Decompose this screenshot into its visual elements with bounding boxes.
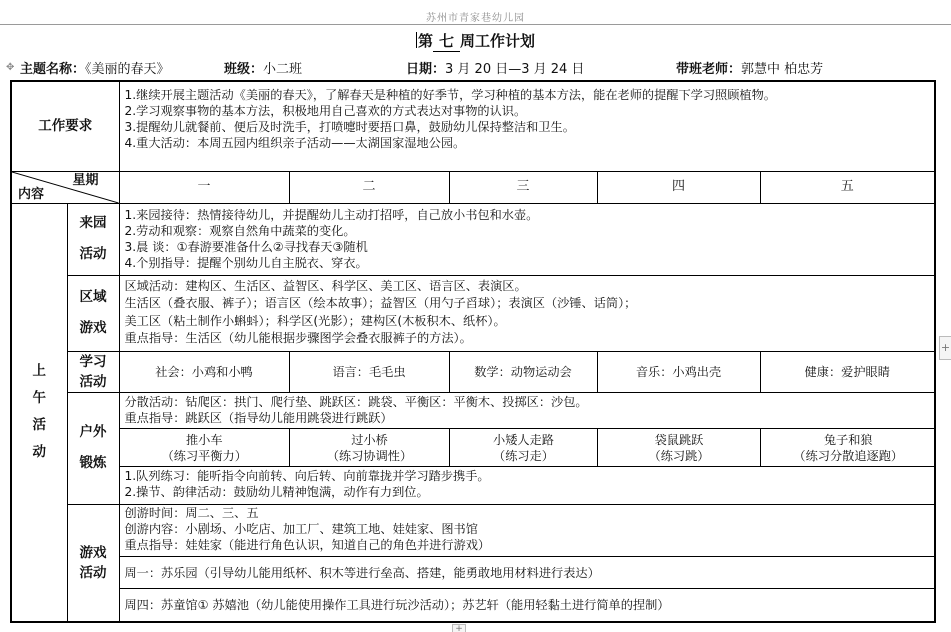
teacher-value: 郭慧中 柏忠芳 xyxy=(741,62,824,77)
study-label xyxy=(67,351,119,392)
theme-value: 《美丽的春天》 xyxy=(85,62,170,77)
play-line: 周一：苏乐园（引导幼儿能用纸杯、积木等进行垒高、搭建，能勇敢地用材料进行表达） xyxy=(124,565,600,580)
study-label-line: 活动 xyxy=(79,373,107,390)
outdoor-line: 2.操节、韵律活动：鼓励幼儿精神饱满，动作有力到位。 xyxy=(124,485,429,499)
title-suffix: 周工作计划 xyxy=(460,32,536,50)
study-thu[interactable]: 音乐：小鸡出壳 xyxy=(597,351,760,392)
requirement-line: 3.提醒幼儿就餐前、便后及时洗手，打喷嚏时要捂口鼻，鼓励幼儿保持整洁和卫生。 xyxy=(124,120,575,134)
play-label-line: 游戏 xyxy=(79,544,107,561)
play-label-line: 活动 xyxy=(79,564,107,581)
weekly-plan-table xyxy=(10,80,936,623)
paragraph-handle-icon[interactable]: ✥ xyxy=(6,62,15,73)
game-goal: （练习走） xyxy=(493,448,554,463)
day-tue: 二 xyxy=(289,171,449,203)
week-number: 七 xyxy=(433,30,460,52)
area-game-label xyxy=(67,275,119,351)
date-value: 3 月 20 日—3 月 24 日 xyxy=(445,62,585,77)
date-field[interactable] xyxy=(406,58,584,77)
game-goal: （练习分散追逐跑） xyxy=(793,448,904,463)
game-goal: （练习跳） xyxy=(648,448,710,463)
game-tue[interactable] xyxy=(290,429,450,467)
study-label-line: 学习 xyxy=(79,353,107,370)
area-game-cell[interactable] xyxy=(119,275,935,351)
play-line: 周四：苏童馆① 苏嬉池（幼儿能使用操作工具进行玩沙活动）；苏艺轩（能用轻黏土进行简单的捏制） xyxy=(124,597,670,612)
title-prefix: 第 xyxy=(417,32,433,50)
game-mon[interactable] xyxy=(120,429,290,467)
morning-char: 上 xyxy=(32,363,46,379)
theme-field[interactable] xyxy=(20,58,170,77)
arrival-label-line: 来园 xyxy=(79,215,107,231)
area-line: 重点指导：生活区（幼儿能根据步骤图学会叠衣服裤子的方法）。 xyxy=(124,331,472,345)
class-field[interactable] xyxy=(224,58,302,77)
area-line: 美工区（粘土制作小蝌蚪）；科学区(光影）；建构区(木板积木、纸杯）。 xyxy=(124,313,506,328)
arrival-line: 4.个别指导：提醒个别幼儿自主脱衣、穿衣。 xyxy=(124,255,368,270)
school-header: 苏州市青家巷幼儿园 xyxy=(426,13,525,24)
game-fri[interactable] xyxy=(761,429,936,467)
play-line: 重点指导：娃娃家（能进行角色认识，知道自己的角色并进行游戏） xyxy=(124,537,491,552)
play-activity-label xyxy=(67,504,119,622)
study-tue[interactable]: 语言：毛毛虫 xyxy=(289,351,449,392)
area-line: 生活区（叠衣服、裤子）；语言区（绘本故事）；益智区（用勺子舀球）；表演区（沙锤、话筒）； xyxy=(124,296,637,310)
game-goal: （练习平衡力） xyxy=(161,448,247,463)
theme-label: 主题名称： xyxy=(20,62,86,77)
outdoor-label xyxy=(67,392,119,504)
day-thu: 四 xyxy=(597,171,760,203)
text-cursor xyxy=(416,32,417,48)
game-wed[interactable] xyxy=(450,429,598,467)
study-fri[interactable]: 健康：爱护眼睛 xyxy=(760,351,935,392)
study-mon[interactable]: 社会：小鸡和小鸭 xyxy=(119,351,289,392)
game-name: 兔子和狼 xyxy=(823,432,873,447)
corner-weekday: 星期 xyxy=(72,172,99,188)
morning-char: 动 xyxy=(32,444,46,460)
teacher-field[interactable] xyxy=(676,58,823,77)
area-label-line: 游戏 xyxy=(79,320,107,336)
area-line: 区域活动：建构区、生活区、益智区、科学区、美工区、语言区、表演区。 xyxy=(124,278,527,293)
play-cell xyxy=(119,504,935,622)
header-rule xyxy=(0,24,951,25)
requirement-line: 1.继续开展主题活动《美丽的春天》，了解春天是种植的好季节，学习种植的基本方法，能在老师的提醒下学习照顾植物。 xyxy=(124,88,776,102)
arrival-cell[interactable] xyxy=(119,203,935,275)
game-name: 推小车 xyxy=(185,432,223,447)
game-name: 过小桥 xyxy=(351,432,388,447)
game-name: 袋鼠跳跃 xyxy=(654,432,704,447)
requirement-line: 2.学习观察事物的基本方法，积极地用自己喜欢的方式表达对事物的认识。 xyxy=(124,104,527,118)
play-line: 创游时间：周二、三、五 xyxy=(124,505,259,520)
day-mon: 一 xyxy=(119,171,289,203)
study-wed[interactable]: 数学：动物运动会 xyxy=(449,351,597,392)
date-label: 日期： xyxy=(406,62,446,77)
arrival-line: 1.来园接待：热情接待幼儿，并提醒幼儿主动打招呼，自己放小书包和水壶。 xyxy=(124,207,539,222)
morning-char: 活 xyxy=(32,417,46,433)
outdoor-top-cell[interactable] xyxy=(120,393,936,429)
requirements-cell[interactable] xyxy=(119,81,935,171)
requirements-label: 工作要求 xyxy=(11,81,119,171)
arrival-label-line: 活动 xyxy=(79,246,107,262)
morning-char: 午 xyxy=(32,390,46,406)
table-add-column-icon[interactable]: + xyxy=(939,336,951,360)
outdoor-bottom-cell[interactable] xyxy=(120,467,936,503)
outdoor-line: 分散活动：钻爬区：拱门、爬行垫、跳跃区：跳袋、平衡区：平衡木、投掷区：沙包。 xyxy=(124,394,588,409)
game-name: 小矮人走路 xyxy=(493,432,554,447)
arrival-line: 3.晨 谈：①春游要准备什么②寻找春天③随机 xyxy=(124,239,368,254)
game-thu[interactable] xyxy=(598,429,761,467)
day-fri: 五 xyxy=(760,171,935,203)
meta-row xyxy=(0,58,951,78)
document-title[interactable] xyxy=(0,30,951,52)
class-value: 小二班 xyxy=(263,62,303,77)
corner-content: 内容 xyxy=(18,186,45,202)
arrival-label xyxy=(67,203,119,275)
game-goal: （练习协调性） xyxy=(326,448,413,463)
play-thursday-cell[interactable] xyxy=(120,589,935,621)
outdoor-line: 1.队列练习：能听指令向前转、向后转、向前靠拢并学习踏步携手。 xyxy=(124,469,490,483)
play-monday-cell[interactable] xyxy=(120,557,935,589)
corner-header xyxy=(11,171,119,203)
area-label-line: 区域 xyxy=(79,289,107,305)
class-label: 班级： xyxy=(224,62,264,77)
outdoor-cell xyxy=(119,392,935,504)
outdoor-label-line: 户外 xyxy=(79,424,107,440)
arrival-line: 2.劳动和观察：观察自然角中蔬菜的变化。 xyxy=(124,223,356,238)
play-top-cell[interactable] xyxy=(120,505,935,557)
teacher-label: 带班老师： xyxy=(676,62,742,77)
outdoor-line: 重点指导：跳跃区（指导幼儿能用跳袋进行跳跃） xyxy=(124,410,393,425)
morning-activity-label xyxy=(11,203,67,622)
outdoor-label-line: 锻炼 xyxy=(79,455,107,471)
day-wed: 三 xyxy=(449,171,597,203)
play-line: 创游内容：小剧场、小吃店、加工厂、建筑工地、娃娃家、图书馆 xyxy=(124,521,478,536)
requirement-line: 4.重大活动：本周五园内组织亲子活动——太湖国家湿地公园。 xyxy=(124,136,466,150)
table-add-row-icon[interactable]: + xyxy=(452,624,466,632)
